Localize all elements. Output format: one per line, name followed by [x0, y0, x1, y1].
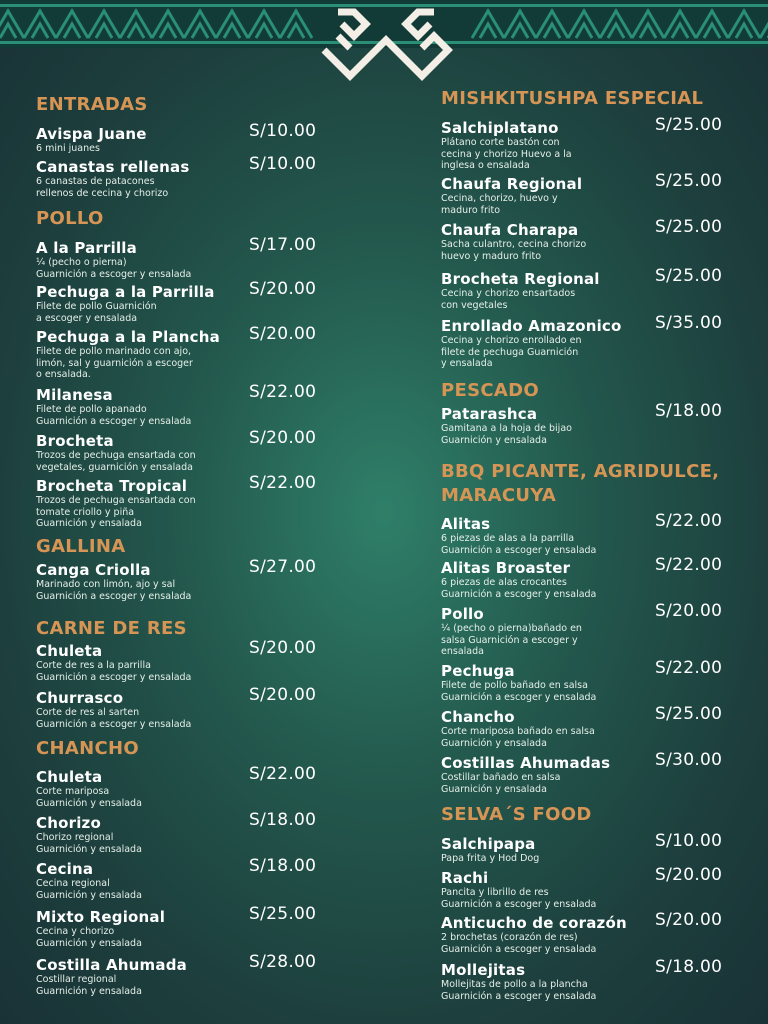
item-description: Filete de pollo apanado Guarnición a escoger y ensalada [36, 404, 192, 427]
zigzag-inner-triangle [736, 24, 752, 38]
menu-item [441, 555, 746, 600]
item-name: Mixto Regional [36, 908, 166, 926]
item-name: Churrasco [36, 689, 124, 707]
item-price: S/25.00 [249, 904, 317, 924]
item-description: ¼ (pecho o pierna)bañado en salsa Guarnición a escoger y ensalada [441, 623, 582, 657]
item-description: Cecina regional Guarnición y ensalada [36, 878, 142, 901]
zigzag-inner-triangle [480, 24, 496, 38]
zigzag-inner-triangle [0, 24, 16, 38]
item-description: Costillar bañado en salsa Guarnición y ensalada [441, 772, 561, 795]
item-description: Cecina y chorizo Guarnición y ensalada [36, 926, 142, 949]
menu-item [36, 952, 346, 997]
item-description: Trozos de pechuga ensartada con tomate criollo y piña Guarnición y ensalada [36, 495, 196, 529]
zigzag-inner-triangle [544, 24, 560, 38]
item-description: 6 canastas de patacones rellenos de cecina y chorizo [36, 176, 169, 199]
menu-item [36, 810, 346, 855]
item-name: Pechuga [441, 662, 515, 680]
menu-item [36, 235, 346, 280]
item-description: Gamitana a la hoja de bijao Guarnición y ensalada [441, 423, 572, 446]
menu-item [441, 601, 746, 658]
zigzag-inner-triangle [32, 24, 48, 38]
item-description: Papa frita y Hod Dog [441, 853, 540, 864]
menu-item [36, 473, 346, 530]
item-price: S/20.00 [249, 324, 317, 344]
menu-item [441, 750, 746, 795]
menu-item [441, 401, 746, 446]
item-description: Plátano corte bastón con cecina y chorizo Huevo a la inglesa o ensalada [441, 137, 572, 171]
item-price: S/17.00 [249, 235, 317, 255]
item-price: S/20.00 [249, 685, 317, 705]
menu-item [36, 638, 346, 683]
item-price: S/18.00 [249, 810, 317, 830]
menu-item [441, 217, 746, 262]
item-description: Cecina y chorizo enrollado en filete de pechuga Guarnición y ensalada [441, 335, 582, 369]
item-price: S/10.00 [655, 831, 723, 851]
section-title-bbq: BBQ PICANTE, AGRIDULCE, MARACUYA [441, 461, 720, 506]
brand-emblem-icon [316, 2, 456, 82]
item-name: Salchiplatano [441, 119, 559, 137]
item-name: Costilla Ahumada [36, 956, 187, 974]
item-price: S/25.00 [655, 217, 723, 237]
menu-item [36, 154, 346, 199]
item-description: 2 brochetas (corazón de res) Guarnición a escoger y ensalada [441, 932, 597, 955]
item-description: Pancita y librillo de res Guarnición a escoger y ensalada [441, 887, 597, 910]
menu-item [441, 704, 746, 749]
menu-item [441, 957, 746, 1002]
menu-item [441, 313, 746, 370]
item-name: Brocheta Regional [441, 270, 600, 288]
zigzag-inner-triangle [128, 24, 144, 38]
zigzag-inner-triangle [160, 24, 176, 38]
item-price: S/22.00 [249, 473, 317, 493]
item-price: S/22.00 [655, 555, 723, 575]
zigzag-inner-triangle [640, 24, 656, 38]
zigzag-inner-triangle [288, 24, 304, 38]
item-name: Anticucho de corazón [441, 914, 627, 932]
item-price: S/25.00 [655, 704, 723, 724]
menu-item [441, 865, 746, 910]
item-name: Enrollado Amazonico [441, 317, 622, 335]
menu-item [441, 115, 746, 172]
item-name: Canga Criolla [36, 561, 151, 579]
item-price: S/25.00 [655, 266, 723, 286]
item-price: S/35.00 [655, 313, 723, 333]
zigzag-inner-triangle [192, 24, 208, 38]
item-name: Salchipapa [441, 835, 536, 853]
item-name: Alitas Broaster [441, 559, 571, 577]
item-price: S/22.00 [655, 511, 723, 531]
zigzag-inner-triangle [224, 24, 240, 38]
item-price: S/20.00 [655, 601, 723, 621]
section-title-gallina: GALLINA [36, 536, 126, 557]
item-price: S/22.00 [655, 658, 723, 678]
item-price: S/25.00 [655, 171, 723, 191]
menu-item [36, 685, 346, 730]
item-description: Chorizo regional Guarnición y ensalada [36, 832, 142, 855]
section-title-mishkitushpa: MISHKITUSHPA ESPECIAL [441, 88, 704, 109]
item-price: S/10.00 [249, 154, 317, 174]
item-price: S/22.00 [249, 764, 317, 784]
zigzag-inner-triangle [96, 24, 112, 38]
item-price: S/20.00 [655, 865, 723, 885]
item-description: Filete de pollo bañado en salsa Guarnición a escoger y ensalada [441, 680, 597, 703]
item-price: S/10.00 [249, 121, 317, 141]
item-description: 6 mini juanes [36, 143, 100, 154]
item-name: Avispa Juane [36, 125, 147, 143]
menu-item [441, 266, 746, 311]
item-description: Trozos de pechuga ensartada con vegetales, guarnición y ensalada [36, 450, 196, 473]
item-description: Marinado con limón, ajo y sal Guarnición a escoger y ensalada [36, 579, 192, 602]
zigzag-inner-triangle [704, 24, 720, 38]
item-description: Corte de res a la parrilla Guarnición a escoger y ensalada [36, 660, 192, 683]
menu-item [36, 382, 346, 427]
item-name: Chuleta [36, 768, 103, 786]
menu-item [441, 658, 746, 703]
item-description: Costillar regional Guarnición y ensalada [36, 974, 142, 997]
item-price: S/22.00 [249, 382, 317, 402]
section-title-pollo: POLLO [36, 208, 104, 229]
menu-item [441, 171, 746, 216]
item-name: Milanesa [36, 386, 113, 404]
item-name: Canastas rellenas [36, 158, 190, 176]
zigzag-inner-triangle [256, 24, 272, 38]
item-description: ¼ (pecho o pierna) Guarnición a escoger y ensalada [36, 257, 192, 280]
item-price: S/20.00 [249, 638, 317, 658]
item-price: S/28.00 [249, 952, 317, 972]
menu-item [36, 856, 346, 901]
item-description: 6 piezas de alas a la parrilla Guarnición a escoger y ensalada [441, 533, 597, 556]
menu-item [36, 279, 346, 324]
item-name: Mollejitas [441, 961, 526, 979]
zigzag-inner-triangle [576, 24, 592, 38]
item-name: Chuleta [36, 642, 103, 660]
item-description: Filete de pollo marinado con ajo, limón, sal y guarnición a escoger o ensalada. [36, 346, 193, 380]
menu-item [36, 324, 346, 381]
item-name: Cecina [36, 860, 94, 878]
menu-item [36, 428, 346, 473]
zigzag-inner-triangle [512, 24, 528, 38]
item-description: Sacha culantro, cecina chorizo huevo y maduro frito [441, 239, 587, 262]
item-name: Pollo [441, 605, 484, 623]
item-name: Chaufa Regional [441, 175, 583, 193]
item-name: Chancho [441, 708, 515, 726]
menu-item [441, 511, 746, 556]
zigzag-triangle [760, 11, 768, 38]
item-name: Chorizo [36, 814, 101, 832]
section-title-chancho: CHANCHO [36, 738, 139, 759]
menu-item [441, 910, 746, 955]
item-name: Rachi [441, 869, 489, 887]
item-price: S/27.00 [249, 557, 317, 577]
item-name: Brocheta Tropical [36, 477, 188, 495]
item-description: Cecina y chorizo ensartados con vegetales [441, 288, 576, 311]
menu-item [36, 557, 346, 602]
section-title-entradas: ENTRADAS [36, 94, 148, 115]
zigzag-inner-triangle [608, 24, 624, 38]
item-name: Patarashca [441, 405, 538, 423]
item-price: S/18.00 [249, 856, 317, 876]
item-description: Filete de pollo Guarnición a escoger y ensalada [36, 301, 157, 324]
section-title-selvas-food: SELVA´S FOOD [441, 804, 592, 825]
zigzag-inner-triangle [64, 24, 80, 38]
item-description: Corte mariposa bañado en salsa Guarnición y ensalada [441, 726, 595, 749]
item-price: S/18.00 [655, 401, 723, 421]
item-description: 6 piezas de alas crocantes Guarnición a escoger y ensalada [441, 577, 597, 600]
item-name: Pechuga a la Plancha [36, 328, 220, 346]
item-name: Pechuga a la Parrilla [36, 283, 215, 301]
menu-item [36, 764, 346, 809]
item-name: Brocheta [36, 432, 114, 450]
item-price: S/20.00 [655, 910, 723, 930]
item-price: S/25.00 [655, 115, 723, 135]
item-description: Corte de res al sarten Guarnición a escoger y ensalada [36, 707, 192, 730]
item-name: A la Parrilla [36, 239, 137, 257]
zigzag-inner-triangle [672, 24, 688, 38]
menu-item [441, 831, 746, 865]
item-description: Cecina, chorizo, huevo y maduro frito [441, 193, 558, 216]
item-price: S/18.00 [655, 957, 723, 977]
section-title-carne-de-res: CARNE DE RES [36, 618, 187, 639]
item-description: Corte mariposa Guarnición y ensalada [36, 786, 142, 809]
item-price: S/30.00 [655, 750, 723, 770]
item-price: S/20.00 [249, 279, 317, 299]
item-name: Chaufa Charapa [441, 221, 579, 239]
menu-item [36, 121, 346, 155]
section-title-pescado: PESCADO [441, 380, 539, 401]
item-name: Costillas Ahumadas [441, 754, 611, 772]
item-price: S/20.00 [249, 428, 317, 448]
item-name: Alitas [441, 515, 491, 533]
menu-item [36, 904, 346, 949]
item-description: Mollejitas de pollo a la plancha Guarnición a escoger y ensalada [441, 979, 597, 1002]
